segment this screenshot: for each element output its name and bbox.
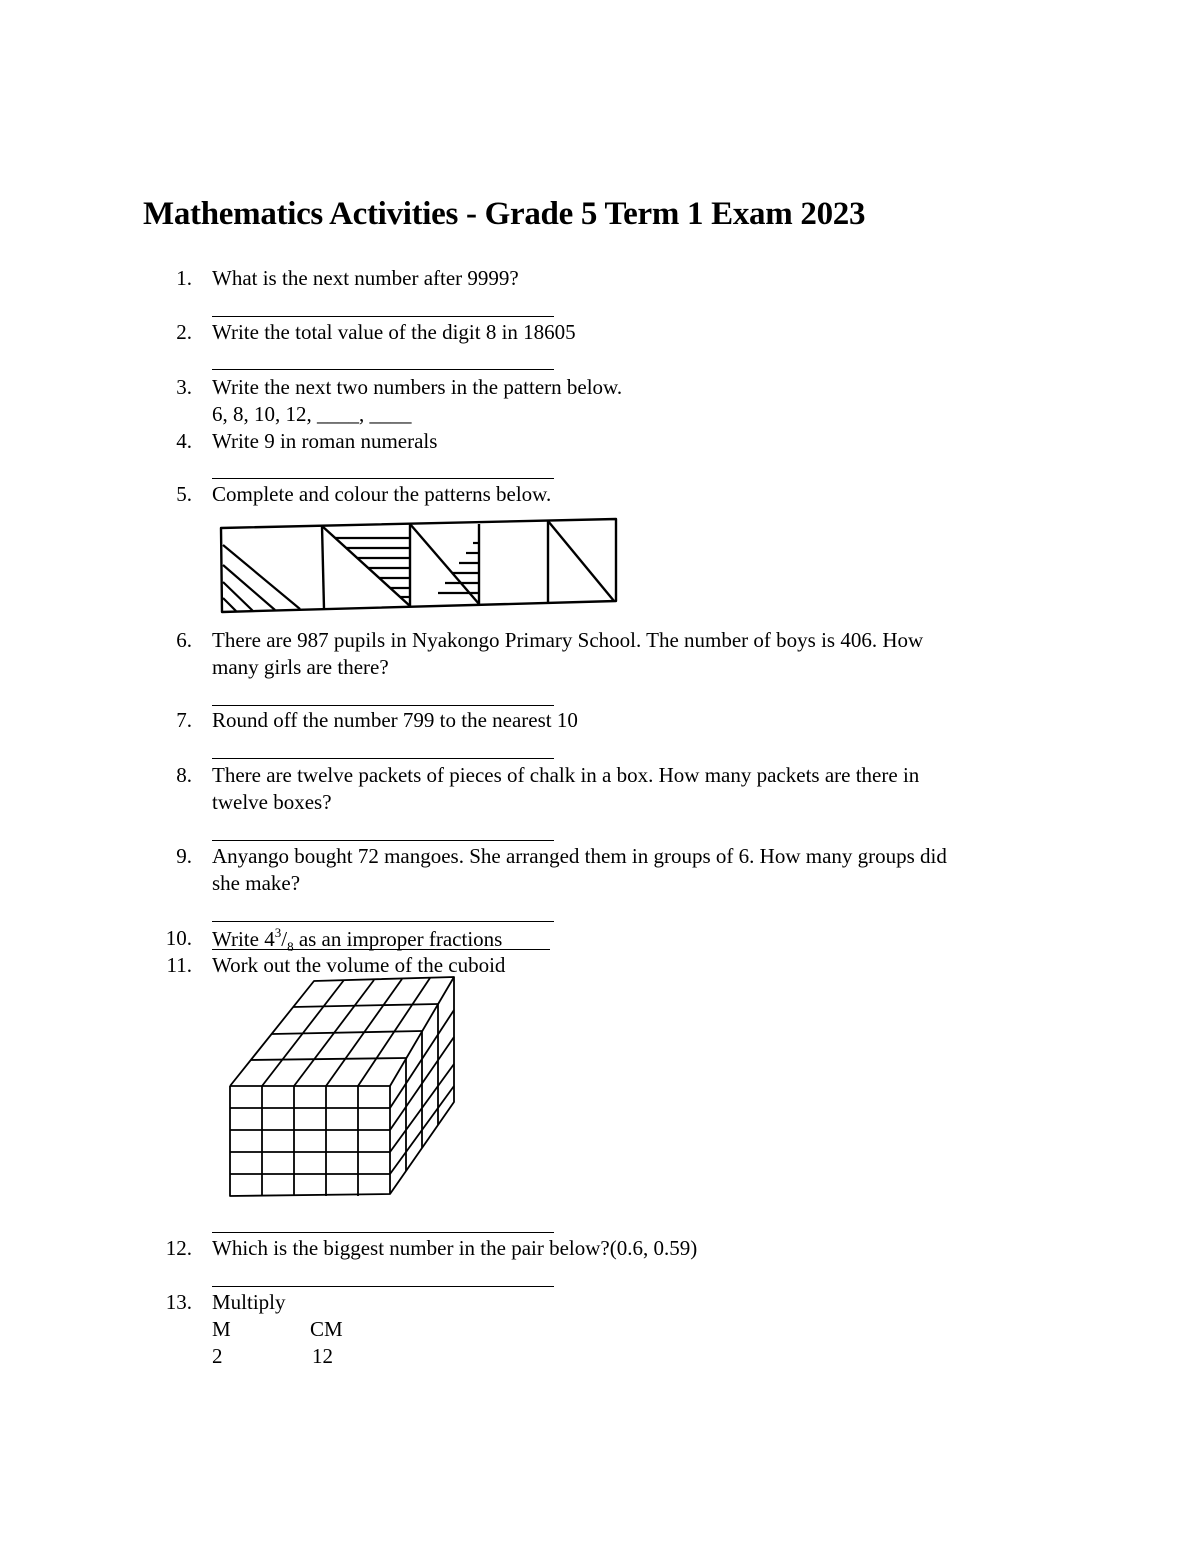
question-number: 7. bbox=[176, 708, 192, 732]
answer-line bbox=[212, 316, 554, 317]
question-number: 5. bbox=[176, 482, 192, 506]
answer-line bbox=[212, 840, 554, 841]
question-number: 12. bbox=[165, 1236, 192, 1260]
question-text: Write $4^3/_8$ as an improper fractions bbox=[212, 925, 503, 955]
column-header-cm: CM bbox=[310, 1317, 343, 1341]
question-text: Write the next two numbers in the pattern below. bbox=[212, 375, 623, 399]
answer-line bbox=[212, 921, 554, 922]
answer-line bbox=[212, 1232, 554, 1233]
question-number: 13. bbox=[165, 1290, 192, 1314]
question-text: There are twelve packets of pieces of chalk in a box. How many packets are there in bbox=[212, 763, 920, 787]
value-cm: 12 bbox=[312, 1344, 333, 1368]
question-text: she make? bbox=[212, 871, 301, 895]
question-number: 11. bbox=[166, 953, 192, 977]
question-text: twelve boxes? bbox=[212, 790, 332, 814]
question-number: 6. bbox=[176, 628, 192, 652]
triangle-pattern-figure bbox=[215, 510, 625, 620]
question-number: 9. bbox=[176, 844, 192, 868]
question-text: Which is the biggest number in the pair below?(0.6, 0.59) bbox=[212, 1236, 698, 1260]
question-number: 1. bbox=[176, 266, 192, 290]
question-text: Write the total value of the digit 8 in 18605 bbox=[212, 320, 576, 344]
answer-line bbox=[212, 705, 554, 706]
answer-line bbox=[212, 1286, 554, 1287]
value-m: 2 bbox=[212, 1344, 223, 1368]
question-text: Complete and colour the patterns below. bbox=[212, 482, 552, 506]
answer-line bbox=[212, 758, 554, 759]
question-text: Work out the volume of the cuboid bbox=[212, 953, 506, 977]
question-text: many girls are there? bbox=[212, 655, 389, 679]
answer-line bbox=[212, 369, 554, 370]
number-pattern: 6, 8, 10, 12, ____, ____ bbox=[212, 402, 412, 426]
question-number: 8. bbox=[176, 763, 192, 787]
cuboid-figure bbox=[220, 975, 470, 1205]
answer-line bbox=[212, 478, 554, 479]
question-text: Write 9 in roman numerals bbox=[212, 429, 438, 453]
question-number: 10. bbox=[165, 926, 192, 950]
question-text: Anyango bought 72 mangoes. She arranged them in groups of 6. How many groups did bbox=[212, 844, 947, 868]
fraction-denominator: 8 bbox=[287, 939, 294, 955]
question-text: What is the next number after 9999? bbox=[212, 266, 519, 290]
page-title: Mathematics Activities - Grade 5 Term 1 Exam 2023 bbox=[143, 196, 866, 232]
question-number: 4. bbox=[176, 429, 192, 453]
answer-line bbox=[212, 949, 550, 950]
question-text: Multiply bbox=[212, 1290, 286, 1314]
fraction-numerator: 3 bbox=[274, 925, 282, 940]
column-header-m: M bbox=[212, 1317, 231, 1341]
question-number: 2. bbox=[176, 320, 192, 344]
question-text: Round off the number 799 to the nearest 10 bbox=[212, 708, 578, 732]
question-number: 3. bbox=[176, 375, 192, 399]
question-text: There are 987 pupils in Nyakongo Primary School. The number of boys is 406. How bbox=[212, 628, 924, 652]
